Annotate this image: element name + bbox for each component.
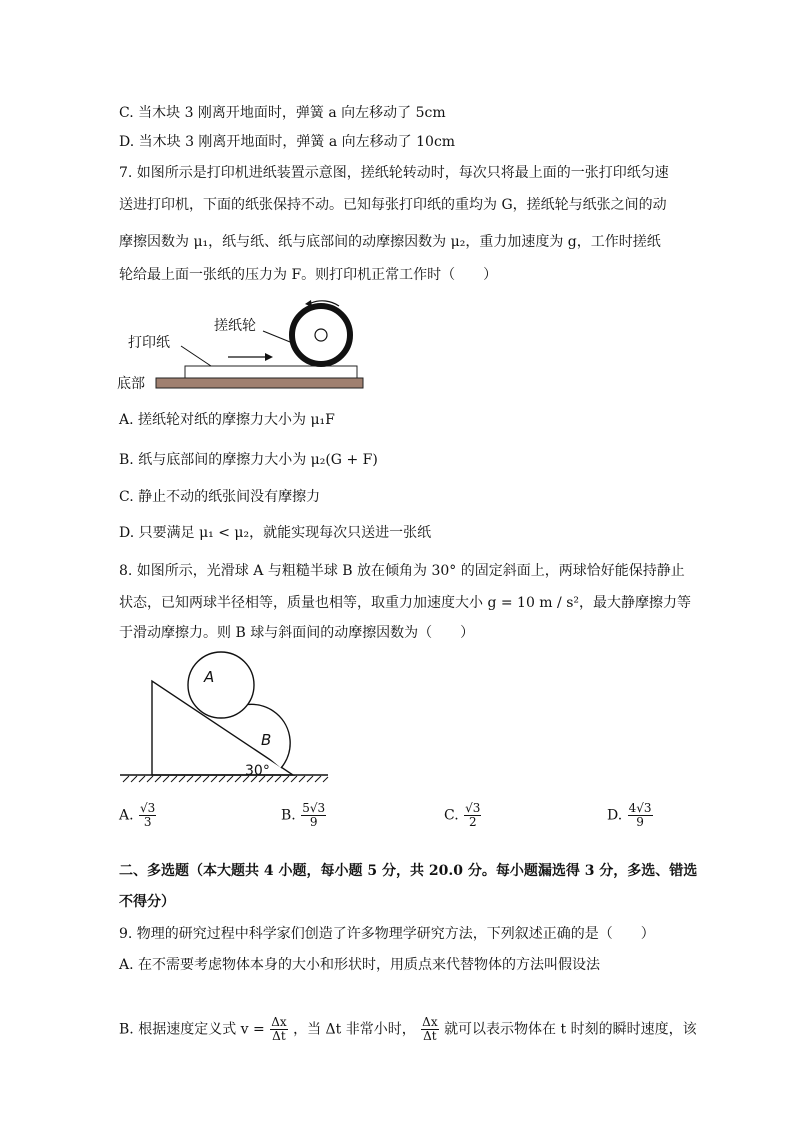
q9-option-b bbox=[119, 1016, 697, 1043]
answer-fraction: $\frac{4√3}{9}$ bbox=[628, 801, 652, 829]
q7-option-c: C. 静止不动的纸张间没有摩擦力 bbox=[119, 489, 321, 505]
ball-a bbox=[188, 652, 254, 718]
answer-fraction: $\frac{√3}{3}$ bbox=[140, 801, 156, 829]
q9-stem: 9. 物理的研究过程中科学家们创造了许多物理学研究方法，下列叙述正确的是（ ） bbox=[119, 926, 655, 942]
q7-option-d: D. 只要满足 μ₁ < μ₂，就能实现每次只送进一张纸 bbox=[119, 525, 432, 541]
q7-stem-line2: 送进打印机，下面的纸张保持不动。已知每张打印纸的重均为 G，搓纸轮与纸张之间的动 bbox=[119, 197, 667, 213]
printer-feed-figure bbox=[115, 300, 375, 395]
section2-heading-line1: 二、多选题（本大题共 4 小题，每小题 5 分，共 20.0 分。每小题漏选得 3 分，多选、错选 bbox=[119, 863, 698, 879]
base-plate bbox=[156, 378, 363, 388]
q8-stem-line2: 状态，已知两球半径相等，质量也相等，取重力加速度大小 g = 10 m / s²，最大静摩擦力等 bbox=[119, 595, 691, 611]
q7-option-b: B. 纸与底部间的摩擦力大小为 μ₂(G + F) bbox=[119, 452, 378, 468]
section2-heading-line2: 不得分） bbox=[119, 894, 175, 910]
answer-fraction: $\frac{√3}{2}$ bbox=[465, 801, 481, 829]
answer-fraction: $\frac{5√3}{9}$ bbox=[302, 801, 326, 829]
ratio-fraction: $\frac{\Delta x}{\Delta t}$ bbox=[422, 1015, 438, 1043]
incline-balls-figure bbox=[115, 648, 335, 788]
ball-b-label: B bbox=[261, 731, 272, 749]
roller-inner bbox=[315, 329, 327, 341]
paper-stack bbox=[185, 366, 357, 378]
q8-option-d: D. $\frac{4√3}{9}$ bbox=[607, 801, 652, 829]
paper-label: 打印纸 bbox=[128, 335, 170, 351]
ball-a-label: A bbox=[204, 668, 215, 686]
q9-option-b-post: 就可以表示物体在 t 时刻的瞬时速度，该 bbox=[444, 1021, 697, 1038]
prev-option-d: D. 当木块 3 刚离开地面时，弹簧 a 向左移动了 10cm bbox=[119, 134, 456, 150]
motion-arrow-icon bbox=[265, 353, 273, 361]
q7-stem-line1: 7. 如图所示是打印机进纸装置示意图，搓纸轮转动时，每次只将最上面的一张打印纸匀速 bbox=[119, 165, 669, 181]
q7-stem-line4: 轮给最上面一张纸的压力为 F。则打印机正常工作时（ ） bbox=[119, 267, 498, 283]
velocity-fraction: $\frac{\Delta x}{\Delta t}$ bbox=[271, 1015, 287, 1043]
angle-label: 30° bbox=[245, 763, 270, 779]
prev-option-c: C. 当木块 3 刚离开地面时，弹簧 a 向左移动了 5cm bbox=[119, 105, 446, 121]
q9-option-b-pre: B. 根据速度定义式 v = bbox=[119, 1021, 265, 1038]
q9-option-b-mid: ，当 Δt 非常小时， bbox=[293, 1021, 416, 1038]
q8-option-b: B. $\frac{5√3}{9}$ bbox=[281, 801, 326, 829]
q7-option-a: A. 搓纸轮对纸的摩擦力大小为 μ₁F bbox=[119, 412, 335, 428]
roller-label: 搓纸轮 bbox=[214, 318, 256, 334]
q8-option-c: C. $\frac{√3}{2}$ bbox=[444, 801, 481, 829]
q7-stem-line3: 摩擦因数为 μ₁，纸与纸、纸与底部间的动摩擦因数为 μ₂，重力加速度为 g，工作时搓纸 bbox=[119, 234, 661, 250]
q8-option-a: A. $\frac{√3}{3}$ bbox=[119, 801, 156, 829]
q8-stem-line1: 8. 如图所示，光滑球 A 与粗糙半球 B 放在倾角为 30° 的固定斜面上，两球恰好能保持静止 bbox=[119, 563, 685, 579]
base-label: 底部 bbox=[117, 376, 145, 392]
q9-option-a: A. 在不需要考虑物体本身的大小和形状时，用质点来代替物体的方法叫假设法 bbox=[119, 957, 601, 973]
q8-stem-line3: 于滑动摩擦力。则 B 球与斜面间的动摩擦因数为（ ） bbox=[119, 625, 475, 641]
